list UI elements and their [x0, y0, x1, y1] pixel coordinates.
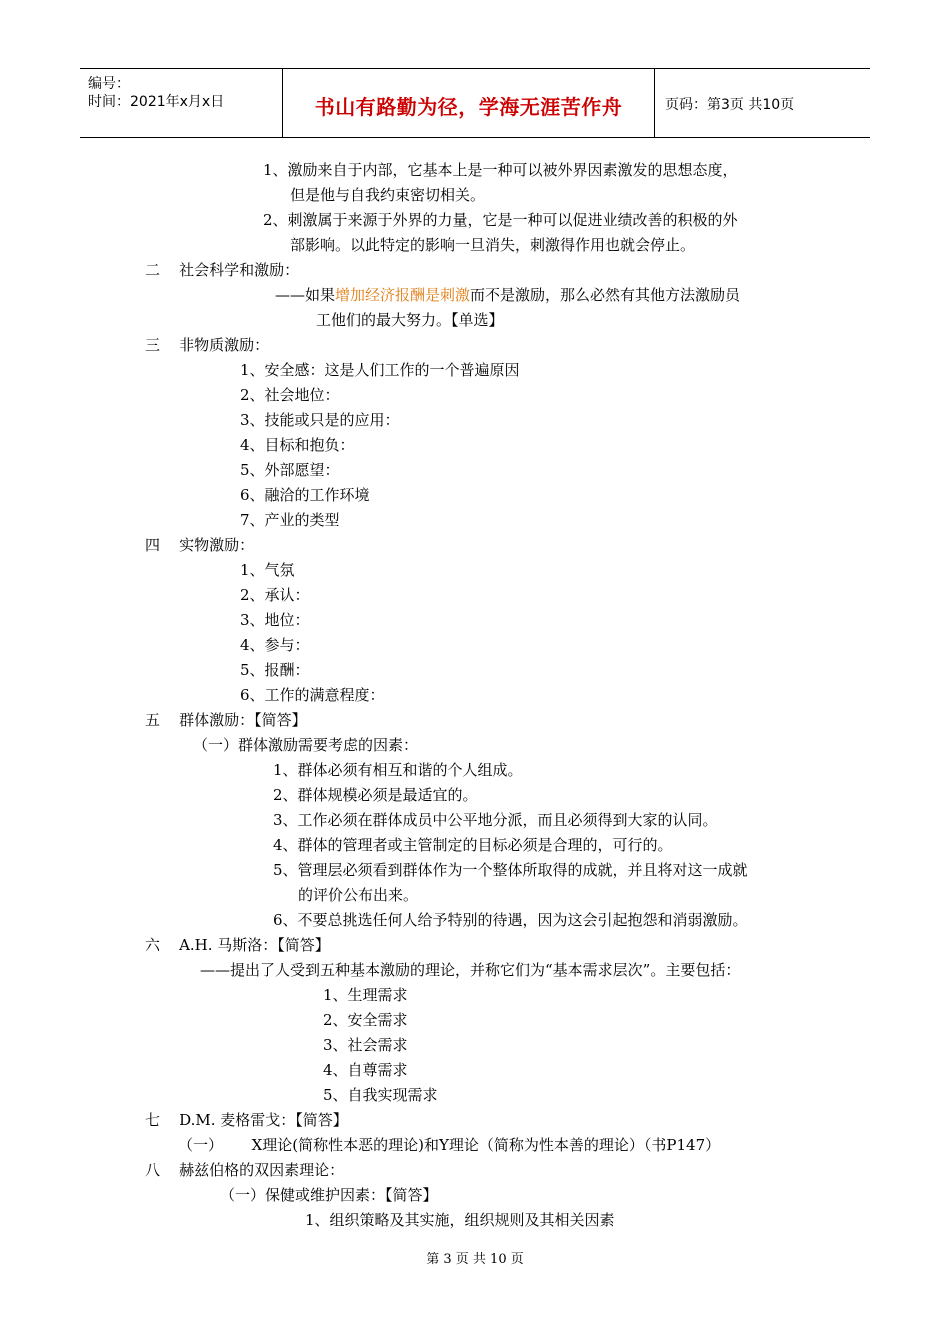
section-heading: 二 社会科学和激励： [145, 261, 300, 279]
section-heading: 四 实物激励： [145, 536, 255, 554]
text-line [275, 285, 740, 305]
list-item: 3、社会需求 [323, 1036, 408, 1054]
list-item: 4、自尊需求 [323, 1061, 408, 1079]
list-item: 3、技能或只是的应用： [240, 411, 400, 429]
list-item: 6、工作的满意程度： [240, 686, 385, 704]
list-item: 2、安全需求 [323, 1011, 408, 1029]
document-number-label: 编号： [88, 76, 130, 92]
text-line: 2、刺激属于来源于外界的力量，它是一种可以促进业绩改善的积极的外 [263, 211, 738, 229]
section-heading: 六 A.H. 马斯洛：【简答】 [145, 936, 330, 954]
header-motto-cell [283, 69, 655, 137]
list-item: 1、生理需求 [323, 986, 408, 1004]
subsection-heading: （一） X理论(简称性本恶的理论)和Y理论（简称为性本善的理论）（书P147） [178, 1136, 721, 1154]
list-item: 6、融洽的工作环境 [240, 486, 370, 504]
header-page-cell [655, 69, 870, 137]
list-item: 7、产业的类型 [240, 511, 340, 529]
list-item: 5、自我实现需求 [323, 1086, 438, 1104]
text-line: ——提出了人受到五种基本激励的理论，并称它们为“基本需求层次”。主要包括： [200, 961, 741, 979]
subsection-heading: （一）保健或维护因素：【简答】 [220, 1186, 438, 1204]
section-heading: 五 群体激励：【简答】 [145, 711, 307, 729]
header-motto: 书山有路勤为径，学海无涯苦作舟 [314, 95, 623, 119]
list-item: 2、群体规模必须是最适宜的。 [273, 786, 478, 804]
text-line: 1、激励来自于内部，它基本上是一种可以被外界因素激发的思想态度， [263, 161, 738, 179]
list-item: 6、不要总挑选任何人给予特别的待遇，因为这会引起抱怨和消弱激励。 [273, 911, 748, 929]
header-page-code: 页码：第3页 共10页 [665, 97, 795, 113]
list-item: 3、工作必须在群体成员中公平地分派，而且必须得到大家的认同。 [273, 811, 718, 829]
list-item: 5、报酬： [240, 661, 310, 679]
text-line: 部影响。以此特定的影响一旦消失，刺激得作用也就会停止。 [290, 236, 696, 254]
list-item: 1、气氛 [240, 561, 295, 579]
list-item: 5、管理层必须看到群体作为一个整体所取得的成就，并且将对这一成就 [273, 861, 748, 879]
list-item: 1、群体必须有相互和谐的个人组成。 [273, 761, 523, 779]
section-heading: 三 非物质激励： [145, 336, 270, 354]
list-item: 4、参与： [240, 636, 310, 654]
header-meta-cell [80, 69, 283, 137]
section-heading: 八 赫兹伯格的双因素理论： [145, 1161, 345, 1179]
list-item: 2、社会地位： [240, 386, 340, 404]
list-item: 1、组织策略及其实施，组织规则及其相关因素 [305, 1211, 615, 1229]
section-heading: 七 D.M. 麦格雷戈：【简答】 [145, 1111, 348, 1129]
highlighted-text: 增加经济报酬是刺激 [335, 286, 471, 304]
text-run: 而不是激励，那么必然有其他方法激励员 [470, 286, 741, 304]
page-header [80, 68, 870, 138]
list-item: 1、安全感：这是人们工作的一个普遍原因 [240, 361, 520, 379]
text-line: 工他们的最大努力。【单选】 [316, 311, 504, 329]
list-item: 4、目标和抱负： [240, 436, 355, 454]
document-date-label: 时间：2021年x月x日 [88, 94, 225, 110]
text-run: ——如果 [275, 286, 336, 304]
list-item: 3、地位： [240, 611, 310, 629]
page-footer: 第 3 页 共 10 页 [426, 1252, 524, 1267]
list-item: 4、群体的管理者或主管制定的目标必须是合理的，可行的。 [273, 836, 673, 854]
text-line: 的评价公布出来。 [298, 886, 419, 904]
text-line: 但是他与自我约束密切相关。 [290, 186, 486, 204]
list-item: 2、承认： [240, 586, 310, 604]
subsection-heading: （一）群体激励需要考虑的因素： [193, 736, 419, 754]
list-item: 5、外部愿望： [240, 461, 340, 479]
